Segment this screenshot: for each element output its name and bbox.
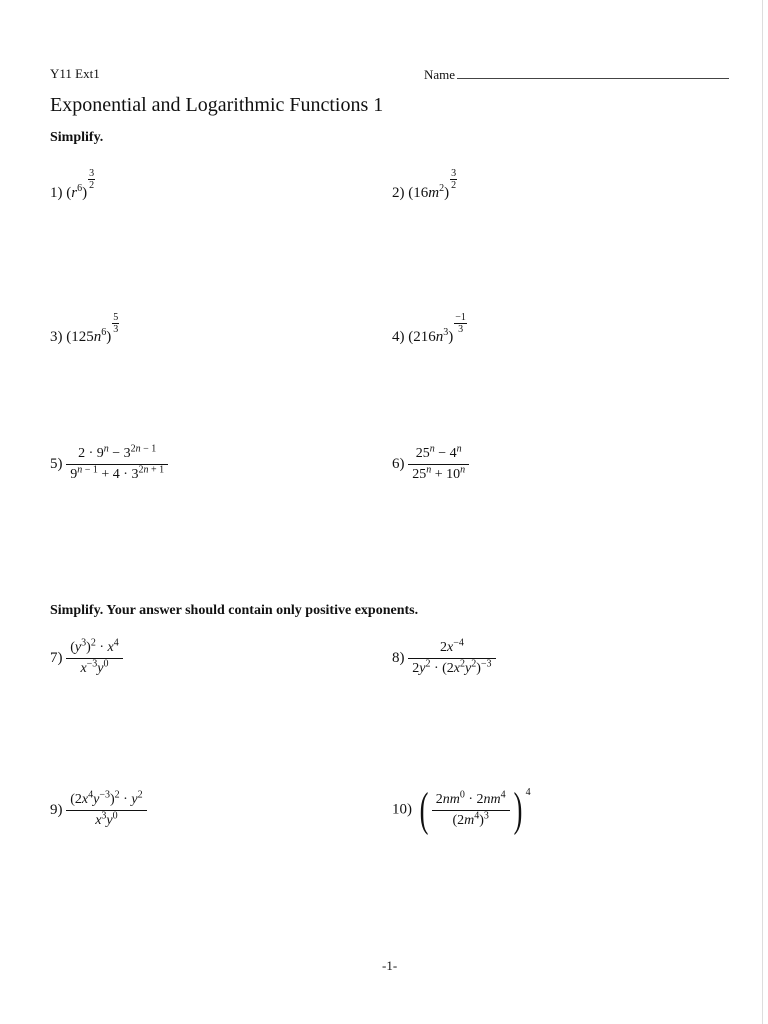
name-label: Name <box>424 67 456 82</box>
page-number: -1- <box>382 958 398 973</box>
problem-3-label: 3) <box>50 329 63 345</box>
problem-9 <box>50 789 147 829</box>
problem-3 <box>50 312 119 346</box>
page-title: Exponential and Logarithmic Functions 1 <box>50 94 384 116</box>
problem-8-expression: $\frac{2x^{-4}}{2y^2 \cdot (2x^2y^2)^{-3}}$ <box>408 640 495 677</box>
problem-8 <box>392 637 496 677</box>
page-edge <box>762 0 763 1024</box>
problem-2-expression: $(16m^2)$ $\frac{3}{2}$ <box>408 168 457 201</box>
problem-6 <box>392 443 469 483</box>
problem-10-label: 10) <box>392 801 412 818</box>
course-label: Y11 Ext1 <box>50 66 100 81</box>
section2-instruction: Simplify. Your answer should contain only positive exponents. <box>50 603 419 618</box>
problem-5 <box>50 443 168 483</box>
problem-2-label: 2) <box>392 185 405 201</box>
problem-1-expression: $(r^6)$ $\frac{3}{2}$ <box>66 168 95 201</box>
problem-7-expression: $\frac{(y^3)^2 \cdot x^4}{x^{-3}y^0}$ <box>66 640 122 677</box>
name-blank-line[interactable] <box>457 66 729 79</box>
section1-instruction: Simplify. <box>50 130 104 145</box>
problem-10-expression: ( $\frac{2nm^0 \cdot 2nm^4}{(2m^4)^3}$ ) $^4$ <box>419 783 531 836</box>
problem-4-expression: $(216n^3)$ $\frac{-1}{3}$ <box>408 312 466 345</box>
problem-9-expression: $\frac{(2x^4y^{-3})^2 \cdot y^2}{x^3y^0}$ <box>66 792 146 829</box>
problem-3-expression: $(125n^6)$ $\frac{5}{3}$ <box>66 312 119 345</box>
problem-6-expression: $\frac{25^n - 4^n}{25^n + 10^n}$ <box>408 446 469 483</box>
name-field[interactable] <box>424 66 729 83</box>
problem-10 <box>392 783 531 836</box>
problem-6-label: 6) <box>392 455 405 472</box>
problem-1-label: 1) <box>50 185 63 201</box>
problem-4-label: 4) <box>392 329 405 345</box>
problem-9-label: 9) <box>50 801 63 818</box>
problem-5-label: 5) <box>50 455 63 472</box>
problem-5-expression: $\frac{2 \cdot 9^n - 3^{2n - 1}}{9^{n - 1} + 4 \cdot 3^{2n + 1}}$ <box>66 446 168 483</box>
problem-2 <box>392 168 457 202</box>
problem-1 <box>50 168 95 202</box>
problem-4 <box>392 312 467 346</box>
problem-7 <box>50 637 123 677</box>
problem-7-label: 7) <box>50 649 63 666</box>
problem-8-label: 8) <box>392 649 405 666</box>
